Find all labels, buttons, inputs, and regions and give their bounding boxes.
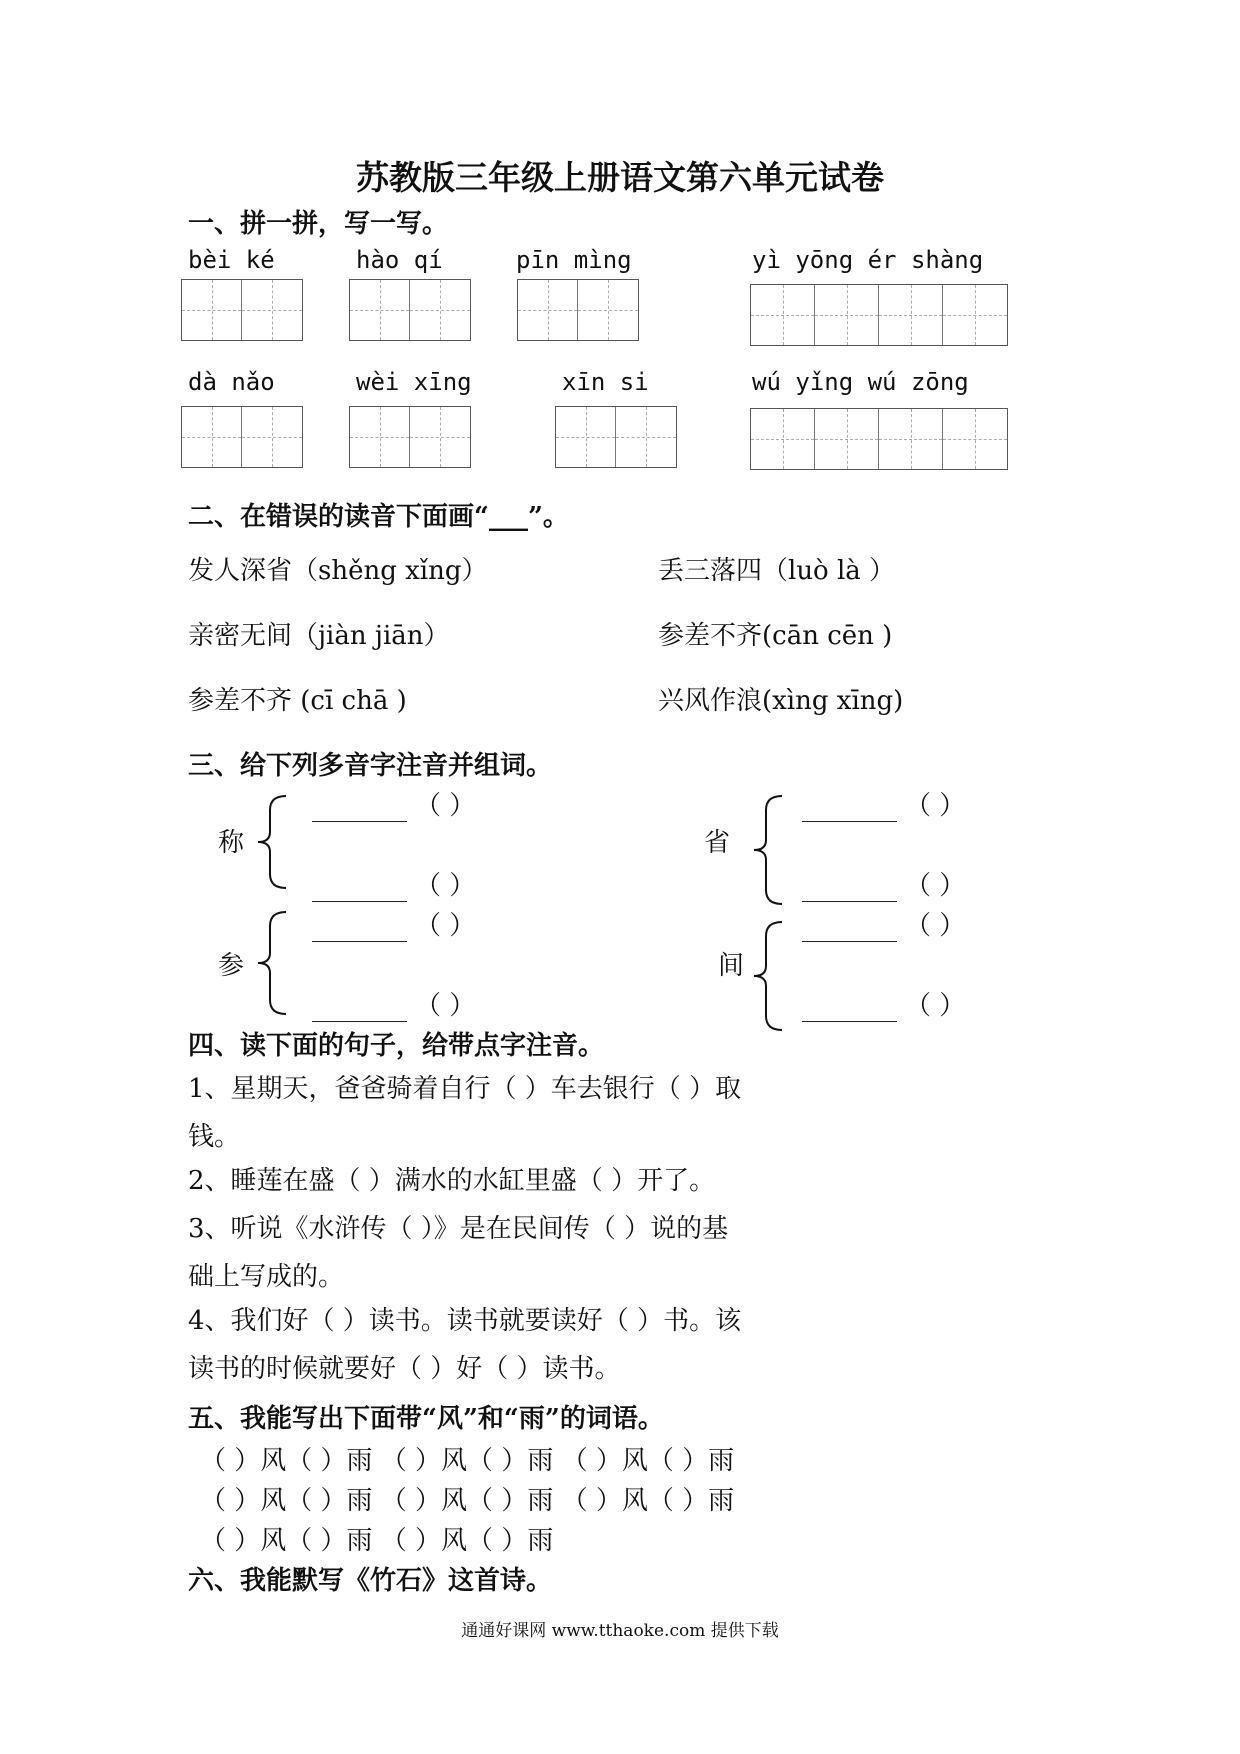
brace-icon — [252, 908, 292, 1018]
section-6-heading: 六、我能默写《竹石》这首诗。 — [188, 1566, 553, 1596]
s5-line-3: （ ）风（ ）雨 （ ）风（ ）雨 — [200, 1526, 554, 1556]
s3-can-line-1[interactable]: （ ） — [312, 905, 475, 942]
polyphone-char-can: 参 — [218, 951, 245, 981]
s2-item-1: 发人深省（shěng xǐng） — [188, 556, 488, 586]
page-title: 苏教版三年级上册语文第六单元试卷 — [356, 158, 884, 197]
s2-item-4: 参差不齐(cān cēn ) — [658, 621, 893, 651]
pinyin-1-3: pīn mìng — [516, 246, 632, 274]
writing-grid-2-2[interactable] — [349, 406, 471, 468]
pinyin-2-3: xīn si — [562, 368, 649, 396]
pinyin-1-1: bèi ké — [188, 246, 275, 274]
section-5-heading: 五、我能写出下面带“风”和“雨”的词语。 — [188, 1404, 664, 1434]
pinyin-2-4: wú yǐng wú zōng — [752, 368, 969, 396]
writing-grid-1-1[interactable] — [181, 279, 303, 341]
s4-line-5: 础上写成的。 — [188, 1262, 345, 1292]
s3-can-line-2[interactable]: （ ） — [312, 985, 475, 1022]
polyphone-char-cheng: 称 — [218, 828, 245, 858]
s2-item-3: 亲密无间（jiàn jiān） — [188, 621, 450, 651]
s4-line-6: 4、我们好（ ）读书。读书就要读好（ ）书。该 — [188, 1306, 742, 1336]
footer-source: 通通好课网 www.tthaoke.com 提供下载 — [461, 1621, 779, 1641]
polyphone-char-sheng: 省 — [704, 828, 731, 858]
section-2-heading: 二、在错误的读音下面画“___”。 — [188, 502, 569, 532]
section-3-heading: 三、给下列多音字注音并组词。 — [188, 751, 553, 781]
pinyin-1-4: yì yōng ér shàng — [752, 246, 984, 274]
s5-line-2: （ ）风（ ）雨 （ ）风（ ）雨 （ ）风（ ）雨 — [200, 1486, 735, 1516]
s3-sheng-line-2[interactable]: （ ） — [802, 865, 965, 902]
s4-line-1: 1、星期天，爸爸骑着自行（ ）车去银行（ ）取 — [188, 1074, 742, 1104]
pinyin-2-1: dà nǎo — [188, 368, 275, 396]
s3-cheng-line-1[interactable]: （ ） — [312, 785, 475, 822]
section-1-heading: 一、拼一拼，写一写。 — [188, 209, 449, 239]
writing-grid-1-3[interactable] — [517, 279, 639, 341]
s4-line-4: 3、听说《水浒传（ ）》是在民间传（ ）说的基 — [188, 1214, 729, 1244]
writing-grid-2-4[interactable] — [750, 408, 1008, 470]
writing-grid-1-4[interactable] — [750, 284, 1008, 346]
writing-grid-1-2[interactable] — [349, 279, 471, 341]
s3-cheng-line-2[interactable]: （ ） — [312, 865, 475, 902]
s2-item-6: 兴风作浪(xìng xīng) — [658, 686, 904, 716]
polyphone-char-jian: 间 — [718, 951, 745, 981]
s4-line-7: 读书的时候就要好（ ）好（ ）读书。 — [188, 1354, 621, 1384]
s3-jian-line-2[interactable]: （ ） — [802, 985, 965, 1022]
s3-jian-line-1[interactable]: （ ） — [802, 905, 965, 942]
s2-item-2: 丢三落四（luò là ） — [658, 556, 896, 586]
s4-line-3: 2、睡莲在盛（ ）满水的水缸里盛（ ）开了。 — [188, 1166, 716, 1196]
s4-line-2: 钱。 — [188, 1122, 241, 1152]
s3-sheng-line-1[interactable]: （ ） — [802, 785, 965, 822]
brace-icon — [252, 792, 292, 892]
section-4-heading: 四、读下面的句子，给带点字注音。 — [188, 1031, 605, 1061]
pinyin-2-2: wèi xīng — [356, 368, 472, 396]
s2-item-5: 参差不齐 (cī chā ) — [188, 686, 407, 716]
brace-icon — [748, 918, 788, 1034]
brace-icon — [748, 792, 788, 908]
writing-grid-2-1[interactable] — [181, 406, 303, 468]
s5-line-1: （ ）风（ ）雨 （ ）风（ ）雨 （ ）风（ ）雨 — [200, 1446, 735, 1476]
pinyin-1-2: hào qí — [356, 246, 443, 274]
writing-grid-2-3[interactable] — [555, 406, 677, 468]
